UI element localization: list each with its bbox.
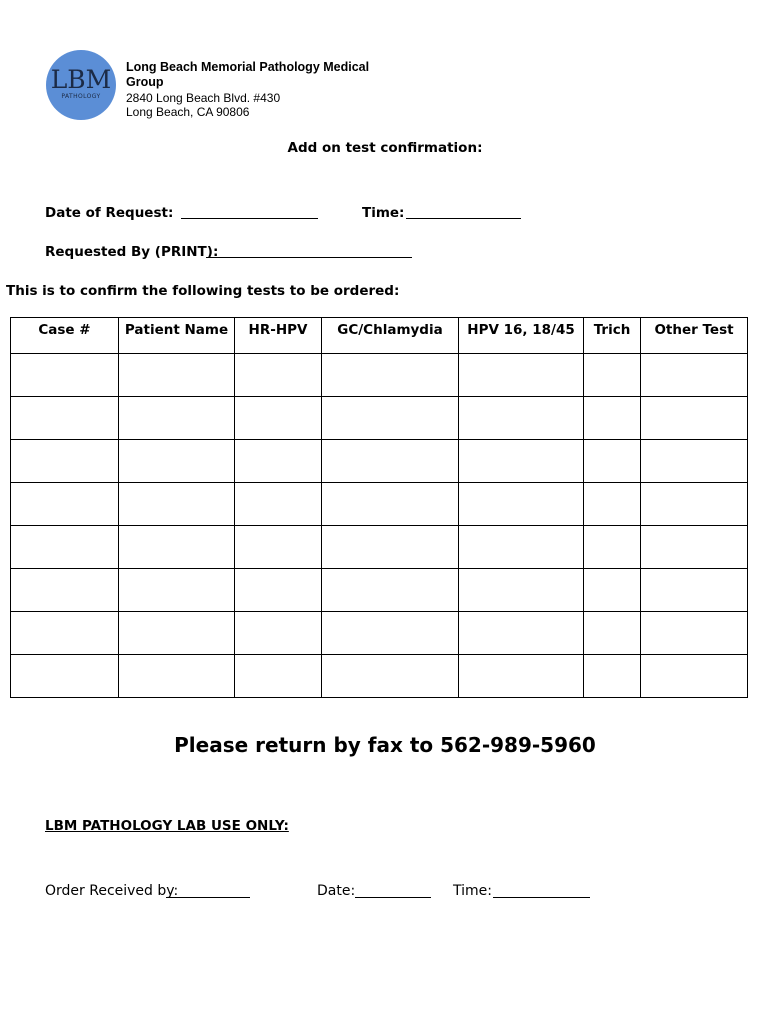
table-cell[interactable] (322, 612, 459, 655)
table-cell[interactable] (641, 569, 748, 612)
table-cell[interactable] (119, 483, 235, 526)
header-other-test: Other Test (641, 318, 748, 354)
order-received-label: Order Received by: (45, 883, 179, 899)
table-cell[interactable] (119, 354, 235, 397)
table-cell[interactable] (119, 526, 235, 569)
table-cell[interactable] (641, 612, 748, 655)
table-cell[interactable] (235, 483, 322, 526)
time-field[interactable] (406, 218, 521, 219)
table-cell[interactable] (322, 440, 459, 483)
header-trich: Trich (584, 318, 641, 354)
table-row (11, 612, 748, 655)
table-cell[interactable] (235, 397, 322, 440)
requested-by-field[interactable] (206, 257, 412, 258)
table-cell[interactable] (459, 612, 584, 655)
table-cell[interactable] (459, 354, 584, 397)
table-cell[interactable] (235, 440, 322, 483)
table-cell[interactable] (11, 354, 119, 397)
address-line-2: Long Beach, CA 90806 (126, 105, 250, 119)
lab-date-field[interactable] (355, 897, 431, 898)
form-title: Add on test confirmation: (287, 140, 483, 156)
table-cell[interactable] (11, 655, 119, 698)
table-row (11, 526, 748, 569)
table-cell[interactable] (641, 354, 748, 397)
table-cell[interactable] (235, 612, 322, 655)
table-cell[interactable] (11, 612, 119, 655)
table-cell[interactable] (322, 483, 459, 526)
header-hpv-16-18-45: HPV 16, 18/45 (459, 318, 584, 354)
table-cell[interactable] (11, 440, 119, 483)
table-cell[interactable] (459, 440, 584, 483)
table-cell[interactable] (641, 397, 748, 440)
table-cell[interactable] (322, 354, 459, 397)
table-cell[interactable] (119, 612, 235, 655)
table-cell[interactable] (11, 526, 119, 569)
table-cell[interactable] (322, 655, 459, 698)
table-cell[interactable] (584, 526, 641, 569)
table-cell[interactable] (322, 526, 459, 569)
table-cell[interactable] (11, 397, 119, 440)
header-case-number: Case # (11, 318, 119, 354)
table-cell[interactable] (641, 526, 748, 569)
table-cell[interactable] (459, 483, 584, 526)
table-cell[interactable] (235, 354, 322, 397)
tests-table (10, 317, 748, 698)
address-line-1: 2840 Long Beach Blvd. #430 (126, 91, 281, 105)
table-cell[interactable] (119, 440, 235, 483)
table-cell[interactable] (11, 483, 119, 526)
table-cell[interactable] (119, 569, 235, 612)
logo-subtext: PATHOLOGY (61, 93, 101, 100)
table-body (11, 354, 748, 698)
table-row (11, 483, 748, 526)
table-cell[interactable] (584, 354, 641, 397)
requested-by-label: Requested By (PRINT): (45, 244, 219, 260)
organization-address (126, 91, 396, 120)
table-row (11, 569, 748, 612)
date-of-request-field[interactable] (181, 218, 318, 219)
header-gc-chlamydia: GC/Chlamydia (322, 318, 459, 354)
lab-time-label: Time: (453, 883, 492, 899)
lab-use-heading: LBM PATHOLOGY LAB USE ONLY: (45, 818, 289, 834)
order-received-field[interactable] (166, 897, 250, 898)
table-header-row (11, 318, 748, 354)
header-hr-hpv: HR-HPV (235, 318, 322, 354)
table-cell[interactable] (235, 526, 322, 569)
table-cell[interactable] (459, 655, 584, 698)
table-cell[interactable] (641, 440, 748, 483)
table-cell[interactable] (584, 569, 641, 612)
time-label: Time: (362, 205, 405, 221)
lab-date-label: Date: (317, 883, 356, 899)
table-cell[interactable] (459, 526, 584, 569)
confirm-text: This is to confirm the following tests to be ordered: (6, 283, 400, 299)
table-cell[interactable] (235, 569, 322, 612)
table-row (11, 354, 748, 397)
table-cell[interactable] (641, 483, 748, 526)
lbm-logo (46, 50, 116, 120)
date-of-request-label: Date of Request: (45, 205, 174, 221)
table-row (11, 397, 748, 440)
table-row (11, 440, 748, 483)
table-cell[interactable] (584, 440, 641, 483)
table-cell[interactable] (11, 569, 119, 612)
organization-header (126, 60, 396, 120)
logo-text: LBM (50, 65, 112, 94)
table-row (11, 655, 748, 698)
lab-time-field[interactable] (493, 897, 590, 898)
header-patient-name: Patient Name (119, 318, 235, 354)
table-cell[interactable] (584, 655, 641, 698)
table-cell[interactable] (459, 397, 584, 440)
organization-name: Long Beach Memorial Pathology Medical Group (126, 60, 370, 89)
table-cell[interactable] (119, 397, 235, 440)
table-cell[interactable] (459, 569, 584, 612)
table-cell[interactable] (584, 483, 641, 526)
table-cell[interactable] (641, 655, 748, 698)
table-cell[interactable] (235, 655, 322, 698)
table-cell[interactable] (119, 655, 235, 698)
table-cell[interactable] (322, 569, 459, 612)
fax-instruction: Please return by fax to 562-989-5960 (174, 733, 596, 757)
table-cell[interactable] (322, 397, 459, 440)
table-cell[interactable] (584, 612, 641, 655)
table-cell[interactable] (584, 397, 641, 440)
